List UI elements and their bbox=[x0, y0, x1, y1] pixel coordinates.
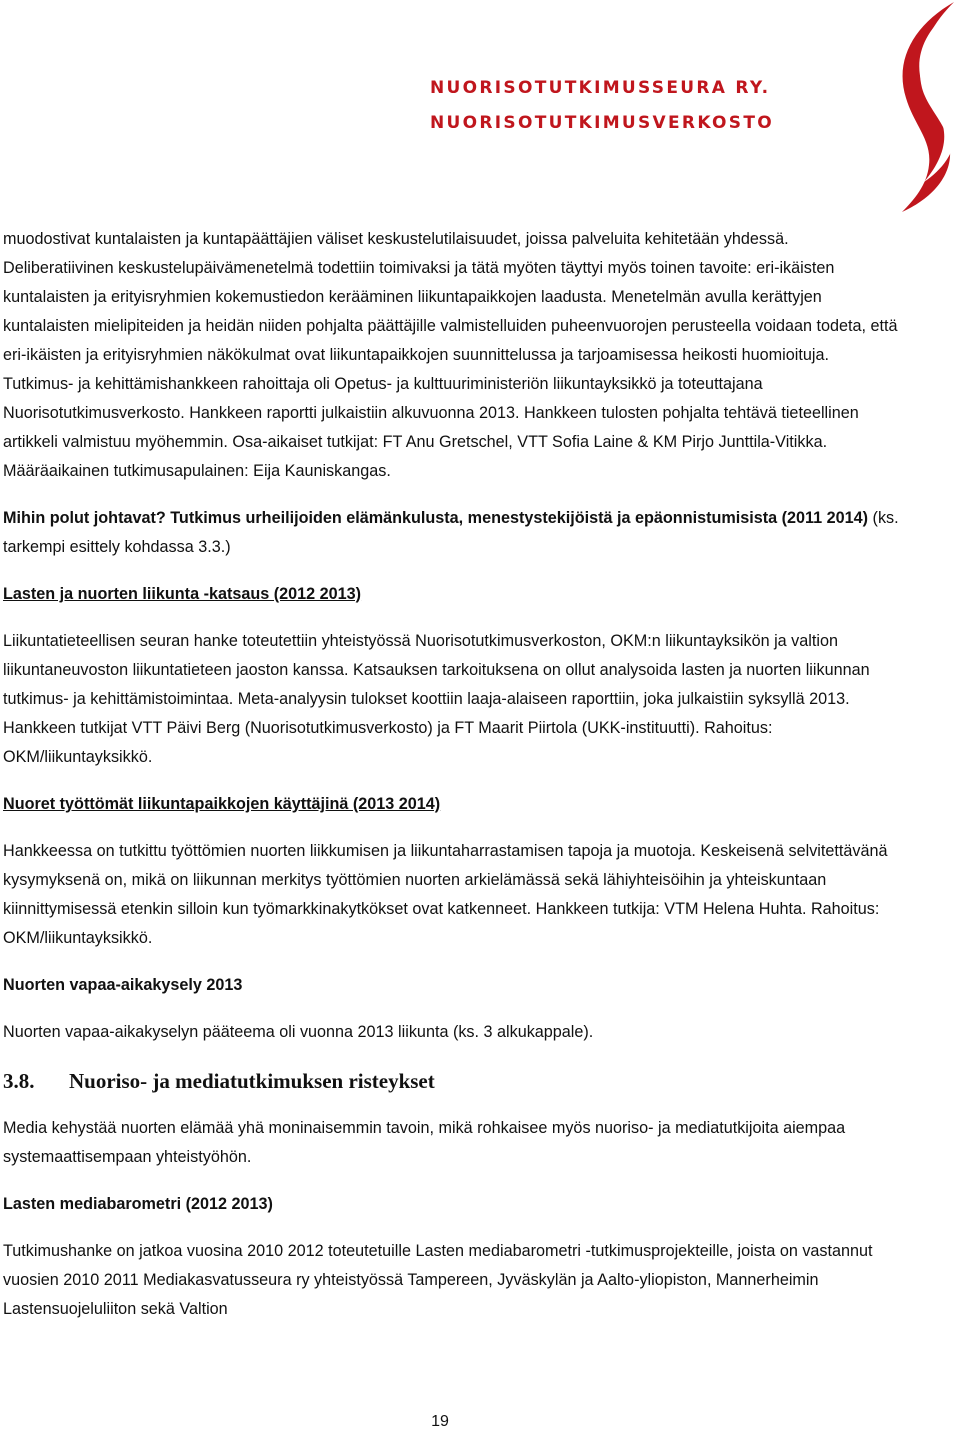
media-intro-text: Media kehystää nuorten elämää yhä moninaisemmin tavoin, mikä rohkaisee myös nuoriso- ja mediatutkijoita aiempaa systemaattisempaan yhteistyöhön. bbox=[3, 1119, 846, 1166]
section-heading-3-8 bbox=[3, 1067, 903, 1096]
tyottomat-text: Hankkeessa on tutkittu työttömien nuorten liikkumisen ja liikuntaharrastamisen tapoja ja muotoja. Keskeisenä selvitettävänä kysymyksenä on, mikä on liikunnan merkitys työttömien nuorten arkielämässä sekä lähiyhteisöihin ja yhteiskuntaan kiinnittymisessä etenkin silloin kun työmarkkinakytkökset ovat katkenneet. Hankkeen tutkija: VTM Helena Huhta. Rahoitus: OKM/liikuntayksikkö. bbox=[3, 842, 888, 947]
mediabarometri-text: Tutkimushanke on jatkoa vuosina 2010 2012 toteutetuille Lasten mediabarometri -tutkimusprojekteille, joista on vastannut vuosien 2010 2011 Mediakasvatusseura ry yhteistyössä Tampereen, Jyväskylän ja Aalto-yliopiston, Mannerheimin Lastensuojeluliiton sekä Valtion bbox=[3, 1242, 873, 1318]
vapaa-aikakysely-heading: Nuorten vapaa-aikakysely 2013 bbox=[3, 976, 243, 994]
paragraph-deliberatiivinen: muodostivat kuntalaisten ja kuntapäättäjien väliset keskustelutilaisuudet, joissa palveluita kehitetään yhdessä. Deliberatiivinen keskustelupäivämenetelmä todettiin toimivaksi ja tätä myöten täyttyi myös toinen tavoite: eri-ikäisten kuntalaisten ja erityisryhmien kokemustiedon kerääminen liikuntapaikkojen laadusta. Menetelmän avulla kerättyjen kuntalaisten mielipiteiden ja heidän niiden pohjalta päättäjille valmistelluiden puheenvuorojen perusteella voidaan todeta, että eri-ikäisten ja erityisryhmien näkökulmat ovat liikuntapaikkojen suunnittelussa ja tarjoamisessa heikosti huomioituja. Tutkimus- ja kehittämishankkeen rahoittaja oli Opetus- ja kulttuuriministeriön liikuntayksikkö ja toteuttajana Nuorisotutkimusverkosto. Hankkeen raportti julkaistiin alkuvuonna 2013. Hankkeen tulosten pohjalta tehtävä tieteellinen artikkeli valmistuu myöhemmin. Osa-aikaiset tutkijat: FT Anu Gretschel, VTT Sofia Laine & KM Pirjo Junttila-Vitikka. Määräaikainen tutkimusapulainen: Eija Kauniskangas. bbox=[3, 230, 898, 480]
lasten-liikunta-heading: Lasten ja nuorten liikunta -katsaus (2012 2013) bbox=[3, 585, 362, 603]
org-name: NUORISOTUTKIMUSSEURA RY. bbox=[430, 78, 771, 98]
page-number: 19 bbox=[431, 1413, 449, 1430]
network-name: NUORISOTUTKIMUSVERKOSTO bbox=[430, 113, 774, 133]
mediabarometri-heading: Lasten mediabarometri (2012 2013) bbox=[3, 1195, 273, 1213]
red-swirl-logo-icon bbox=[884, 0, 960, 215]
lasten-liikunta-text: Liikuntatieteellisen seuran hanke toteutettiin yhteistyössä Nuorisotutkimusverkoston, OKM:n liikuntayksikön ja valtion liikuntaneuvoston liikuntatieteen jaoston kanssa. Katsauksen tarkoituksena on ollut analysoida lasten ja nuorten liikunnan tutkimus- ja kehittämistoimintaa. Meta-analyysin tulokset koottiin laaja-alaiseen raporttiin, joka julkaistiin syksyllä 2013. Hankkeen tutkijat VTT Päivi Berg (Nuorisotutkimusverkosto) ja FT Maarit Piirtola (UKK-instituutti). Rahoitus: OKM/liikuntayksikkö. bbox=[3, 632, 870, 766]
mihin-polut-title: Mihin polut johtavat? Tutkimus urheilijoiden elämänkulusta, menestystekijöistä ja epäonnistumisista (2011 2014) bbox=[3, 509, 869, 527]
page-header bbox=[0, 0, 960, 215]
page-content bbox=[3, 225, 903, 1324]
mihin-polut-paragraph bbox=[3, 504, 903, 562]
mihin-polut-reference: (ks. tarkempi esittely kohdassa 3.3.) bbox=[3, 509, 899, 556]
section-title: Nuoriso- ja mediatutkimuksen risteykset bbox=[69, 1069, 435, 1093]
tyottomat-heading: Nuoret työttömät liikuntapaikkojen käyttäjinä (2013 2014) bbox=[3, 795, 441, 813]
vapaa-aikakysely-text: Nuorten vapaa-aikakyselyn pääteema oli vuonna 2013 liikunta (ks. 3 alkukappale). bbox=[3, 1023, 594, 1041]
section-number: 3.8. bbox=[3, 1069, 35, 1093]
